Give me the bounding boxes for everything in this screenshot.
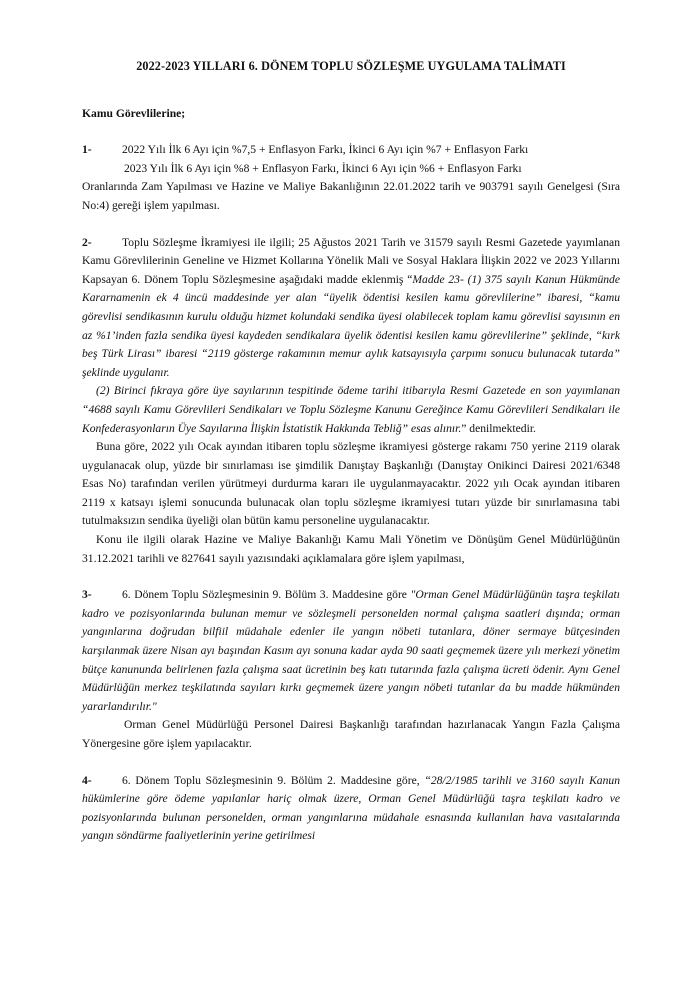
section-4-p1-normal: 6. Dönem Toplu Sözleşmesinin 9. Bölüm 2. Maddesine göre, [122, 773, 425, 787]
section-2-paragraph-1 [82, 234, 620, 383]
section-1-line-1 [82, 141, 620, 160]
section-2-p1-normal: Toplu Sözleşme İkramiyesi ile ilgili; 25 Ağustos 2021 Tarih ve 31579 sayılı Resmi Gazetede yayımlanan Kamu Görevlilerinin Geneline ve Hizmet Kollarına Yönelik Mali ve Sosyal Haklara İlişkin 2022 ve 2023 Yıllarını Kapsayan 6. Dönem Toplu Sözleşmesine aşağıdaki madde eklenmiş “ [82, 235, 620, 286]
section-3-p1-quote: "Orman Genel Müdürlüğünün taşra teşkilatı kadro ve pozisyonlarında bulunan memur ve sözleşmeli personelden normal çalışma saatleri dışında; orman yangınlarına doğrudan bilfiil müdahale edenler ile yangın nöbeti tutanlara, döner sermaye bütçesinden karşılanmak üzere Nisan ayı başından Kasım ayı sonuna kadar ayda 90 saati geçmemek üzere yılı merkezi yönetim bütçe kanununda belirlenen fazla çalışma saat ücretinin beş katı tutarında fazla çalışma ücreti ödenir. Aynı Genel Müdürlüğün merkez teşkilatında sayıları kırkı geçmemek üzere yangın nöbeti tutanlar da bu madde hükmünden yararlandırılır." [82, 588, 620, 713]
section-2-paragraph-2 [82, 382, 620, 438]
section-3-paragraph-1 [82, 586, 620, 716]
section-4-paragraph-1 [82, 772, 620, 846]
section-4 [82, 772, 620, 846]
section-1-line-2 [82, 160, 620, 179]
document-title: 2022-2023 YILLARI 6. DÖNEM TOPLU SÖZLEŞME UYGULAMA TALİMATI [136, 59, 566, 73]
section-1 [82, 141, 620, 215]
section-3-p2-text: Orman Genel Müdürlüğü Personel Dairesi Başkanlığı tarafından hazırlanacak Yangın Fazla Çalışma Yönergesine göre işlem yapılacaktır. [82, 718, 620, 750]
section-4-number: 4- [82, 773, 92, 787]
section-2-p2-quote: (2) Birinci fıkraya göre üye sayılarının tespitinde ödeme tarihi itibarıyla Resmi Gazetede en son yayımlanan “4688 sayılı Kamu Görevlileri Sendikaları ve Toplu Sözleşme Kanunu Gereğince Kamu Görevlileri Sendikaları ile Konfederasyonların Üye Sayılarına İlişkin İstatistik Hakkında Tebliğ” esas alınır. [82, 384, 620, 435]
section-3-p1-normal: 6. Dönem Toplu Sözleşmesinin 9. Bölüm 3. Maddesine göre [122, 588, 411, 602]
section-1-body: Oranlarında Zam Yapılması ve Hazine ve Maliye Bakanlığının 22.01.2022 tarih ve 903791 sayılı Genelgesi (Sıra No:4) gereği işlem yapılması. [82, 180, 620, 212]
section-2-p4-text: Konu ile ilgili olarak Hazine ve Maliye Bakanlığı Kamu Mali Yönetim ve Dönüşüm Genel Müdürlüğünün 31.12.2021 tarihli ve 827641 sayılı yazısındaki açıklamalara göre işlem yapılması, [82, 533, 620, 565]
section-2-p1-quote: Madde 23- (1) 375 sayılı Kanun Hükmünde Kararnamenin ek 4 üncü maddesinde yer alan “üyelik ödentisi kesilen kamu görevlilerine” ibaresi, “kamu görevlisi sendikasının kurulu olduğu hizmet kolundaki sendika üyesi olabilecek toplam kamu görevlisi sayısının en az %1’inden fazla sendika üyesi kaydeden sendikalara üyelik ödentisi kesilen kamu görevlilerine” şeklinde, “kırk beş Türk Lirası” ibaresi “2119 gösterge rakamının memur aylık katsayısıyla çarpımı sonucu bulunacak tutarda” şeklinde uygulanır. [82, 272, 620, 379]
section-1-line-2-text: 2023 Yılı İlk 6 Ayı için %8 + Enflasyon Farkı, İkinci 6 Ayı için %6 + Enflasyon Farkı [124, 161, 522, 175]
section-3-paragraph-2 [82, 716, 620, 753]
section-3-number: 3- [82, 588, 92, 602]
addressee-heading: Kamu Görevlilerine; [82, 106, 186, 120]
section-4-p1-quote: “28/2/1985 tarihli ve 3160 sayılı Kanun hükümlerine göre ödeme yapılanlar hariç olmak üzere, Orman Genel Müdürlüğü taşra teşkilatı kadro ve pozisyonlarında bulunan personelden, orman yangınlarına müdahale esnasında kullanılan hava vasıtalarında yangın söndürme faaliyetlerinin yerine getirilmesi [82, 773, 620, 843]
section-2-p3-text: Buna göre, 2022 yılı Ocak ayından itibaren toplu sözleşme ikramiyesi gösterge rakamı 750 yerine 2119 olarak uygulanacak olup, yüzde bir sınırlaması ise şimdilik Danıştay Başkanlığı (Danıştay Onikinci Dairesi 2021/6348 Esas No) tarafından verilen yürütmeyi durdurma kararı ile uygulanmayacaktır. 2022 yılı Ocak ayından itibaren 2119 x katsayı işlemi sonucunda bulunacak olan toplu sözleşme ikramiyesi tutarı yüzde bir sınırlamasına tabi tutulmaksızın sendika üyeliği olan bütün kamu personeline uygulanacaktır. [82, 440, 620, 528]
section-2-number: 2- [82, 235, 92, 249]
section-2-paragraph-4 [82, 531, 620, 568]
section-3 [82, 586, 620, 753]
section-2-paragraph-3 [82, 438, 620, 531]
section-2 [82, 234, 620, 569]
section-1-line-1-text: 2022 Yılı İlk 6 Ayı için %7,5 + Enflasyon Farkı, İkinci 6 Ayı için %7 + Enflasyon Farkı [122, 143, 529, 157]
section-2-p2-normal: ” denilmektedir. [461, 421, 536, 435]
section-1-number: 1- [82, 143, 92, 157]
